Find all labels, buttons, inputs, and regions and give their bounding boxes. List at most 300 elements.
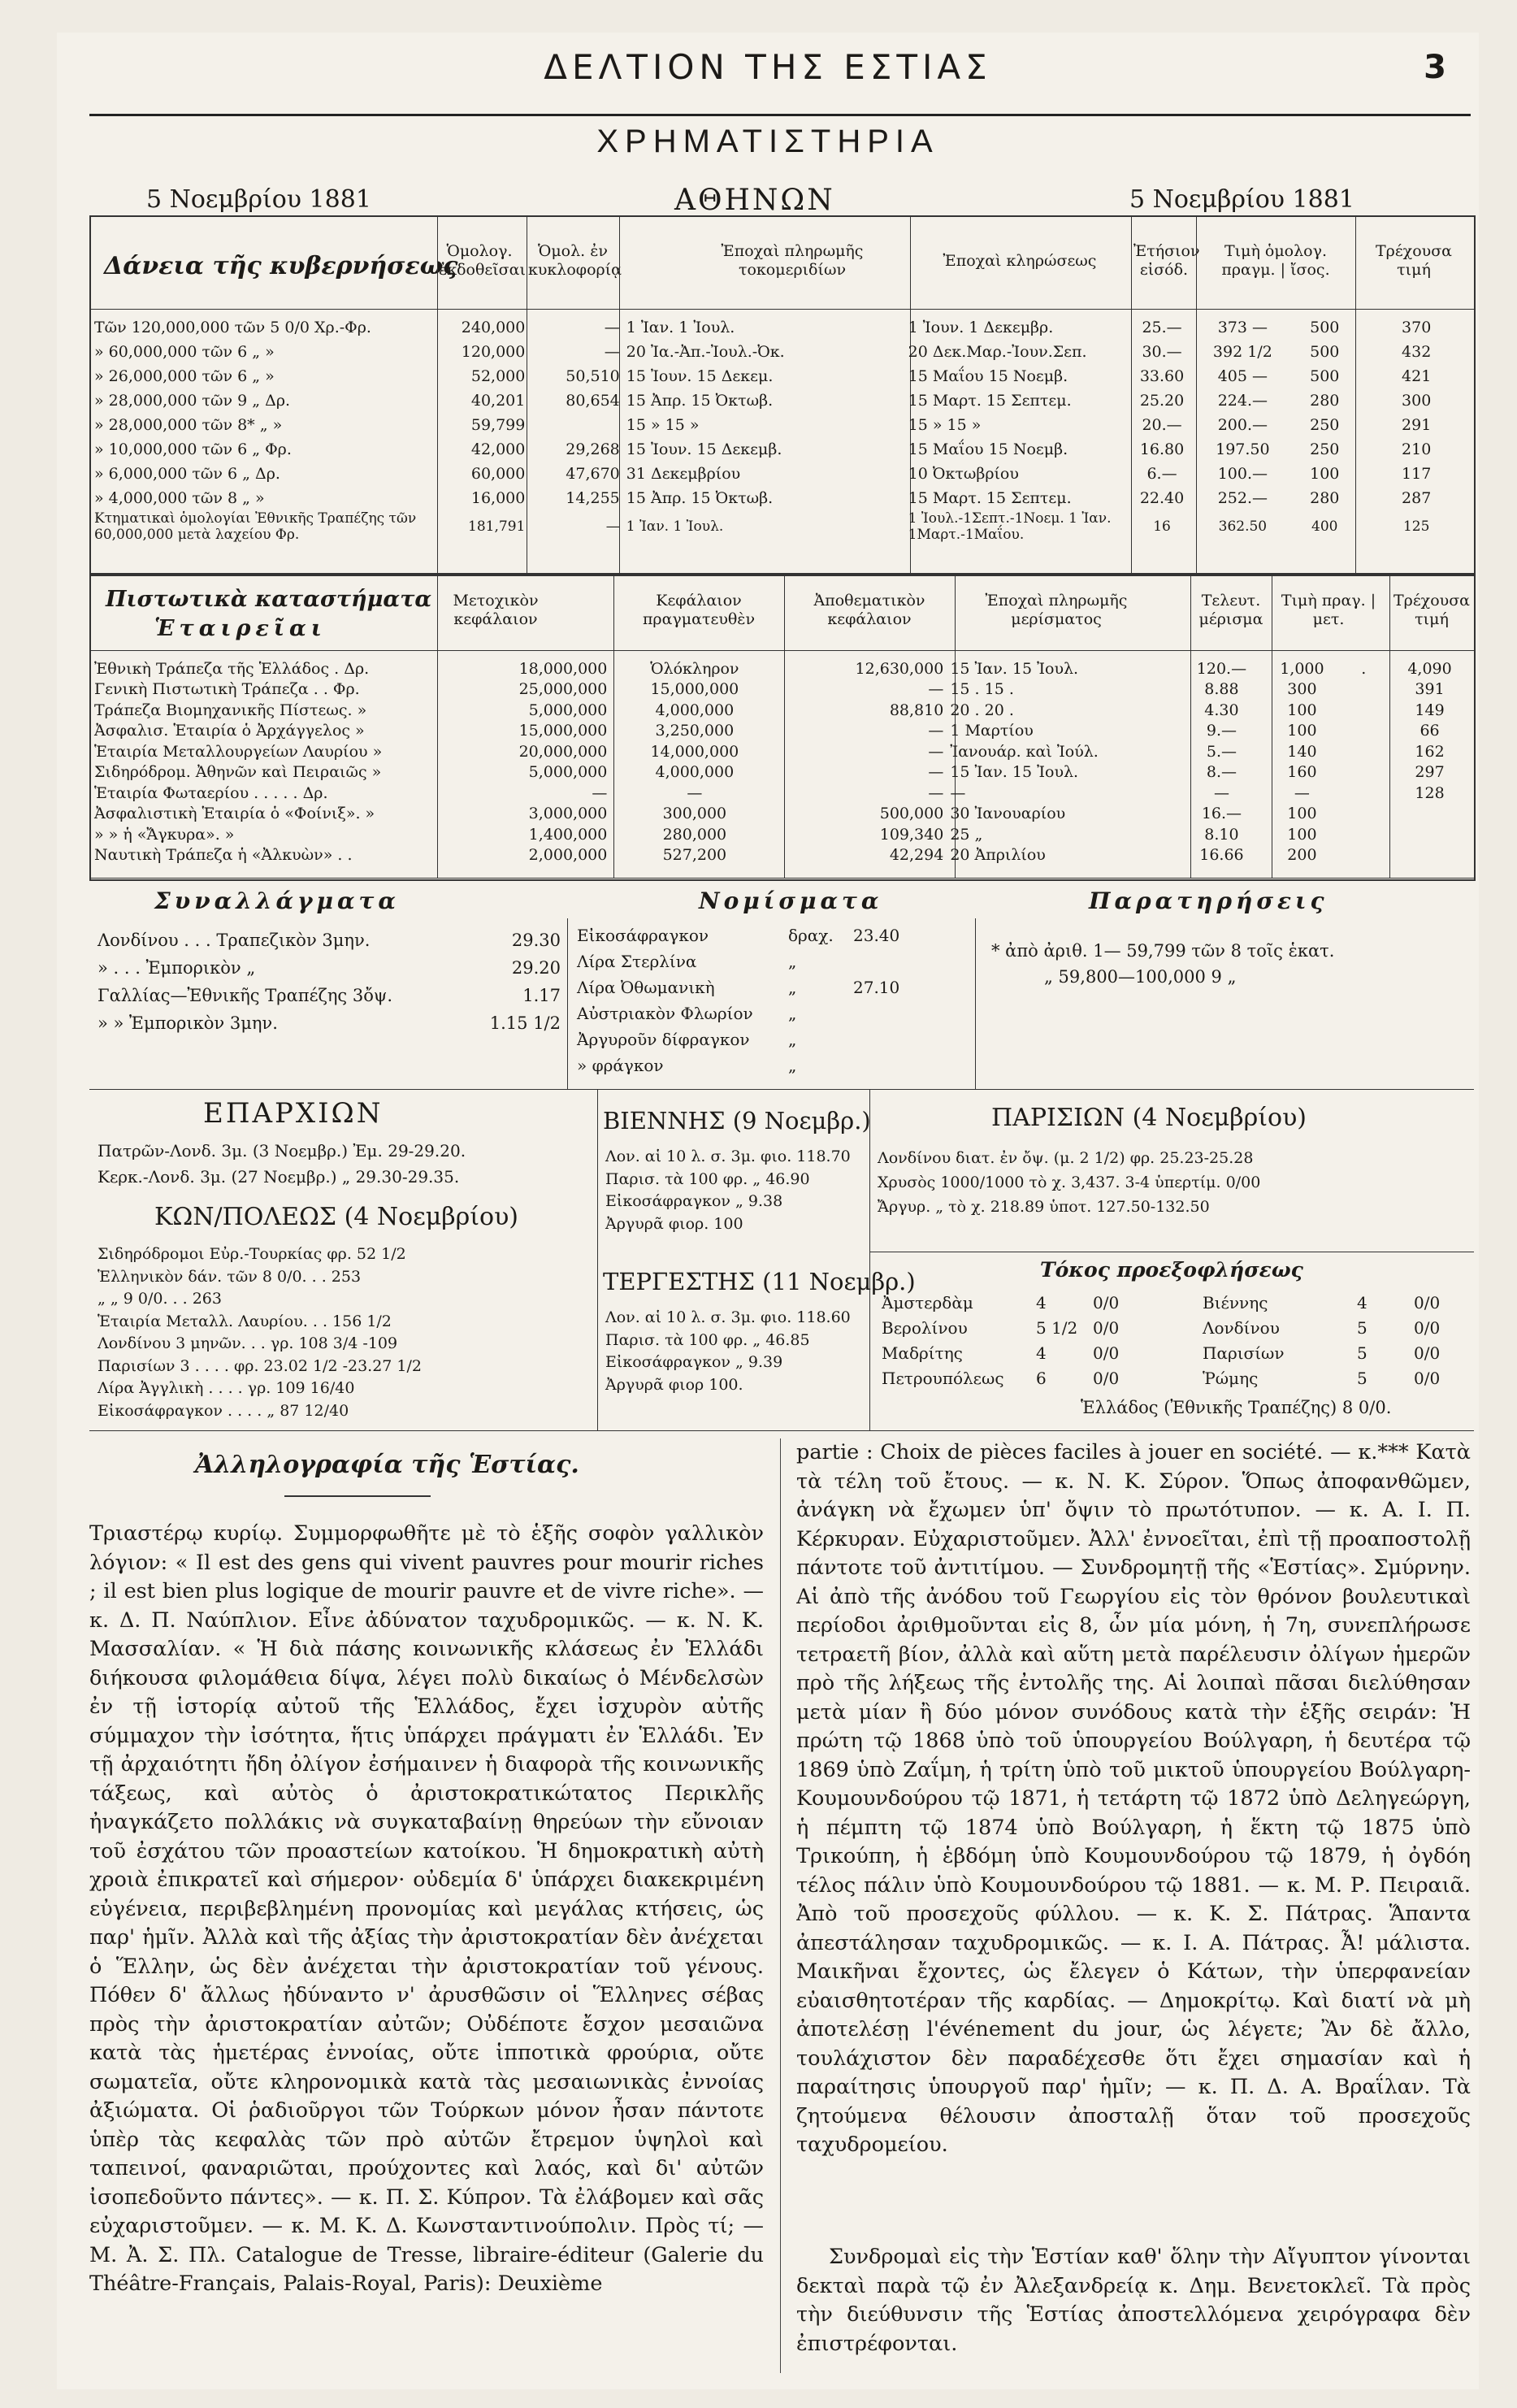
exchange-top-rule (89, 878, 1474, 879)
loans-cell: 16 (1153, 518, 1171, 536)
credit-cell: Ἀσφαλισ. Ἑταιρία ὁ Ἀρχάγγελος » (94, 722, 365, 740)
loans-cell: » 10,000,000 τῶν 6 „ Φρ. (94, 440, 292, 458)
credit-row (91, 721, 1472, 742)
vienna-title: ΒΙΕΝΝΗΣ (9 Νοεμβρ.) (603, 1107, 871, 1135)
credit-cell: — (1294, 783, 1310, 802)
provinces-row: Πατρῶν-Λονδ. 3μ. (3 Νοεμβρ.) Ἐμ. 29-29.20. (98, 1141, 466, 1161)
provinces-list (98, 1138, 585, 1190)
loans-cell: Τῶν 120,000,000 τῶν 5 0/0 Χρ.-Φρ. (94, 319, 371, 336)
credit-cell: Ἑταιρία Μεταλλουργείων Λαυρίου » (94, 742, 383, 761)
credit-cell: Ἰανουάρ. καὶ Ἰούλ. (950, 742, 1099, 761)
credit-cell: 4.30 (1204, 701, 1239, 719)
coin-name: Λίρα Στερλίνα (577, 952, 697, 971)
loans-cell: 1 Ἰουν. 1 Δεκεμβρ. (908, 319, 1054, 336)
column-rule (780, 1438, 781, 2373)
credit-subtitle: Ἑταιρεῖαι (154, 616, 327, 641)
credit-cell: Σιδηρόδρομ. Ἀθηνῶν καὶ Πειραιῶς » (94, 763, 382, 782)
loans-cell: 373 — (1217, 319, 1268, 336)
correspondence-right-column: partie : Choix de pièces faciles à jouer en société. — κ.*** Κατὰ τὰ τέλη τοῦ ἔτους. — κ. Ν. Κ. Σύρον. Ὅπως ἀποφανθῶμεν, ἀνάγκη νὰ ἔχωμεν ὑπ' ὄψιν τὸ πρωτότυπον. — κ. Α. Ι. Π. Κέρκυραν. Εὐχαριστοῦμεν. Ἀλλ' ἐννοεῖται, ἐπὶ τῇ προαποστολῇ πάντοτε τοῦ ἀντιτίμου. — Συνδρομητῇ τῆς «Ἑστίας». Σμύρνην. Αἱ ἀπὸ τῆς ἀνόδου τοῦ Γεωργίου εἰς τὸν θρόνον βουλευτικαὶ περίοδοι ἀριθμοῦνται εἰς 8, ὧν μία μόνη, ἡ 7η, συνεπλήρωσε τετραετῆ βίον, ἀλλὰ καὶ αὕτη μετὰ παρέλευσιν ὀλίγων ἡμερῶν πρὸ τῆς λήξεως τῆς ἐντολῆς της. Αἱ λοιπαὶ πᾶσαι διελύθησαν μετὰ μίαν ἢ δύο μόνον συνόδους κατὰ τὴν ἑξῆς σειράν: Ἡ πρώτη τῷ 1868 ὑπὸ τοῦ ὑπουργείου Βούλγαρη, ἡ δευτέρα τῷ 1869 ὑπὸ Ζαΐμη, ἡ τρίτη ὑπὸ τοῦ μικτοῦ ὑπουργείου Βούλγαρη-Κουμουνδούρου τῷ 1871, ἡ τετάρτη τῷ 1872 ὑπὸ Δεληγεώργη, ἡ πέμπτη τῷ 1874 ὑπὸ Βούλγαρη, ἡ ἕκτη τῷ 1875 ὑπὸ Τρικούπη, ἡ ἑβδόμη ὑπὸ Κουμουνδούρου τῷ 1879, ἡ ὀγδόη τέλος πάλιν ὑπὸ Κουμουνδούρου τῷ 1881. — κ. Μ. Ρ. Πειραιᾶ. Ἀπὸ τοῦ προσεχοῦς φύλλου. — κ. Κ. Σ. Πάτρας. Ἅπαντα ἀπεστάλησαν ταχυδρομικῶς. — κ. Ι. Α. Πάτρας. Ἆ! μάλιστα. Μαικῆναι ἔχοντες, ὡς ἔλεγεν ὁ Κάτων, τὴν ὑπερφανείαν εὐαισθητοτέραν τῆς καρδίας. — Δημοκρίτῳ. Καὶ διατί νὰ μὴ ἀποτελέσῃ l'événement du jour, ὡς λέγετε; Ἂν δὲ ἄλλο, τουλάχιστον δὲν παραδέχεσθε ὅτι ἔχει σημασίαν καὶ ἡ παραίτησις ὑπουργοῦ παρ' ἡμῖν; — κ. Π. Δ. Α. Βραΐλαν. Τὰ ζητούμενα θέλουσιν ἀποσταλῇ ὅταν τοῦ προσεχοῦς ταχυδρομείου. (796, 1440, 1471, 2157)
credit-row (91, 679, 1472, 701)
loans-cell: 1 Ἰουλ.-1Σεπτ.-1Νοεμ. 1 Ἰαν. 1Μαρτ.-1Μαΐου. (908, 510, 1112, 544)
credit-cell: 15,000,000 (518, 722, 608, 740)
credit-row (91, 783, 1472, 804)
exchange-title: Συναλλάγματα (154, 887, 400, 914)
loans-cell: 500 (1310, 367, 1340, 385)
credit-cell: 120.— (1196, 659, 1247, 678)
discount-rate: 5 (1357, 1369, 1367, 1388)
loans-cell: 25.— (1142, 319, 1182, 336)
loans-cell: » 60,000,000 τῶν 6 „ » (94, 343, 275, 361)
credit-cell: — (592, 783, 608, 802)
correspondence-title: Ἀλληλογραφία τῆς Ἑστίας. (195, 1451, 579, 1479)
credit-header-price: Τιμὴ πραγ. | μετ. (1281, 592, 1376, 628)
running-head (57, 47, 1479, 96)
loans-cell: 252.— (1217, 489, 1268, 507)
credit-cell: Ἐθνικὴ Τράπεζα τῆς Ἑλλάδος . Δρ. (94, 659, 370, 678)
credit-cell: 88,810 (889, 701, 944, 719)
exchange-rate: 1.15 1/2 (489, 1013, 561, 1033)
loans-cell: 280 (1310, 392, 1340, 410)
credit-cell: 200 (1287, 846, 1317, 865)
coin-row (577, 974, 967, 1000)
discount-row (882, 1291, 1174, 1316)
loans-row (91, 413, 1472, 437)
credit-row (91, 845, 1472, 866)
credit-cell: 5,000,000 (528, 701, 608, 719)
credit-cell: 9.— (1206, 722, 1237, 740)
loans-cell: 370 (1402, 319, 1432, 336)
title-ornament-rule (284, 1495, 431, 1497)
discount-rate: 5 (1357, 1343, 1367, 1363)
credit-cell (1340, 700, 1387, 721)
loans-cell: 120,000 (461, 343, 526, 361)
discount-unit: 0/0 (1093, 1343, 1120, 1363)
loans-row (91, 340, 1472, 364)
trieste-row: Λον. αἱ 10 λ. σ. 3μ. φιο. 118.60 (605, 1308, 851, 1326)
discount-city: Μαδρίτης (882, 1343, 963, 1363)
constantinople-row: Εἰκοσάφραγκον . . . . „ 87 12/40 (98, 1401, 349, 1420)
loans-cell: 15 Ἀπρ. 15 Ὀκτωβ. (626, 392, 774, 410)
notes-line-2: „ 59,800—100,000 9 „ (1044, 967, 1237, 987)
credit-cell: 20 . 20 . (950, 701, 1014, 719)
section-title: ΧΡΗΜΑΤΙΣΤΗΡΙΑ (596, 124, 939, 159)
discount-unit: 0/0 (1093, 1293, 1120, 1312)
loans-row (91, 315, 1472, 340)
vienna-row: Λον. αἱ 10 λ. σ. 3μ. φιο. 118.70 (605, 1148, 851, 1165)
credit-cell: 300 (1287, 680, 1317, 699)
loans-cell: 20.— (1142, 416, 1182, 434)
coin-name: Λίρα Ὀθωμανικὴ (577, 978, 715, 997)
credit-cell: 500,000 (879, 805, 944, 823)
credit-cell: Γενικὴ Πιστωτικὴ Τράπεζα . . Φρ. (94, 680, 360, 699)
loans-cell: 287 (1402, 489, 1432, 507)
credit-cell: 8.— (1206, 763, 1237, 782)
head-rule (89, 114, 1471, 116)
credit-cell: 4,000,000 (655, 701, 735, 719)
credit-cell: — (928, 722, 944, 740)
credit-cell: 66 (1419, 722, 1440, 740)
loans-cell: » 6,000,000 τῶν 6 „ Δρ. (94, 465, 280, 483)
credit-title: Πιστωτικὰ καταστήματα (106, 587, 432, 612)
coin-row (577, 1052, 967, 1078)
loans-cell: 15 Μαρτ. 15 Σεπτεμ. (908, 392, 1072, 410)
loans-cell: 15 » 15 » (908, 416, 982, 434)
credit-cell (1387, 845, 1472, 866)
credit-cell: — (687, 783, 703, 802)
discount-city: Παρισίων (1203, 1343, 1285, 1363)
coins-list (577, 922, 967, 1078)
vienna-row: Εἰκοσάφραγκον „ 9.38 (605, 1192, 783, 1210)
discount-title: Τόκος προεξοφλήσεως (1040, 1258, 1303, 1282)
exchange-row (98, 926, 561, 954)
discount-row (1203, 1341, 1463, 1366)
credit-cell (1387, 824, 1472, 845)
credit-cell: 300,000 (662, 805, 727, 823)
discount-row (882, 1316, 1174, 1341)
loans-cell: — (604, 319, 620, 336)
loans-cell: 100.— (1217, 465, 1268, 483)
loans-cell: 432 (1402, 343, 1432, 361)
credit-cell: 14,000,000 (650, 742, 739, 761)
discount-rate: 4 (1036, 1343, 1047, 1363)
exchange-row (98, 982, 561, 1009)
credit-cell: 100 (1287, 825, 1317, 844)
credit-cell (1340, 824, 1387, 845)
coin-unit: δραχ. (788, 926, 834, 945)
credit-cell: Ἀσφαλιστικὴ Ἑταιρία ὁ «Φοίνιξ». » (94, 805, 375, 823)
loans-row (91, 486, 1472, 510)
credit-cell: Ναυτικὴ Τράπεζα ἡ «Ἀλκυὼν» . . (94, 846, 353, 865)
credit-cell: 160 (1287, 763, 1317, 782)
credit-cell: 162 (1415, 742, 1445, 761)
credit-cell: 4,090 (1407, 659, 1452, 678)
discount-city: Βιέννης (1203, 1293, 1268, 1312)
vienna-row: Παρισ. τὰ 100 φρ. „ 46.90 (605, 1169, 810, 1188)
trieste-row: Εἰκοσάφραγκον „ 9.39 (605, 1353, 783, 1371)
credit-cell (1387, 804, 1472, 825)
notes-title: Παρατηρήσεις (1089, 887, 1328, 914)
loans-cell: 59,799 (470, 416, 526, 434)
exchange-label: » » Ἐμπορικὸν 3μην. (98, 1013, 278, 1033)
discount-city: Λονδίνου (1203, 1318, 1280, 1338)
credit-cell: 3,250,000 (655, 722, 735, 740)
loans-cell: 240,000 (461, 319, 526, 336)
credit-cell: 1 Μαρτίου (950, 722, 1034, 740)
discount-footer: Ἑλλάδος (Ἐθνικῆς Τραπέζης) 8 0/0. (1081, 1398, 1392, 1417)
loans-cell: 117 (1402, 465, 1432, 483)
credit-cell: 20,000,000 (518, 742, 608, 761)
paris-list (878, 1146, 1471, 1219)
exchange-rate: 29.20 (511, 958, 561, 978)
coin-row (577, 1026, 967, 1052)
notes-line-1: * ἀπὸ ἀριθ. 1— 59,799 τῶν 8 τοῖς ἑκατ. (991, 941, 1335, 961)
loans-cell: 15 Μαρτ. 15 Σεπτεμ. (908, 489, 1072, 507)
credit-cell: 30 Ἰανουαρίου (950, 805, 1066, 823)
loans-cell: 224.— (1217, 392, 1268, 410)
page-sheet (57, 33, 1479, 2389)
credit-header-capital: Μετοχικὸν κεφάλαιον (453, 592, 539, 628)
discount-rate: 5 (1357, 1318, 1367, 1338)
credit-cell: — (928, 763, 944, 782)
loans-cell: 42,000 (470, 440, 526, 458)
constantinople-row: Λίρα Ἀγγλικὴ . . . . γρ. 109 16/40 (98, 1379, 355, 1397)
loans-cell: » 26,000,000 τῶν 6 „ » (94, 367, 275, 385)
loans-cell: 250 (1310, 416, 1340, 434)
credit-cell: » » ἡ «Ἄγκυρα». » (94, 825, 235, 844)
loans-cell: 291 (1402, 416, 1432, 434)
loans-cell: 250 (1310, 440, 1340, 458)
coin-unit: „ (788, 952, 797, 971)
loans-cell: 52,000 (470, 367, 526, 385)
loans-row (91, 364, 1472, 388)
credit-cell: — (1213, 783, 1229, 802)
credit-cell (1340, 845, 1387, 866)
exchange-rate: 1.17 (522, 986, 561, 1005)
discount-rate: 5 1/2 (1036, 1318, 1078, 1338)
coins-col-rule (975, 918, 976, 1089)
credit-header-current: Τρέχουσα τιμή (1393, 592, 1470, 628)
credit-cell: — (928, 742, 944, 761)
credit-row (91, 658, 1472, 679)
credit-cell: 149 (1415, 701, 1445, 719)
discount-unit: 0/0 (1093, 1318, 1120, 1338)
credit-cell: — (928, 783, 944, 802)
loans-cell: 210 (1402, 440, 1432, 458)
credit-cell: 3,000,000 (528, 805, 608, 823)
credit-cell: 100 (1287, 722, 1317, 740)
loans-cell: 10 Ὀκτωβρίου (908, 465, 1019, 483)
coin-name: Εἰκοσάφραγκον (577, 926, 709, 945)
running-title: ΔΕΛΤΙΟΝ ΤΗΣ ΕΣΤΙΑΣ (544, 47, 992, 87)
loans-cell: 200.— (1217, 416, 1268, 434)
loans-cell: 80,654 (566, 392, 620, 410)
coin-row (577, 922, 967, 948)
coin-unit: „ (788, 1004, 797, 1023)
loans-cell: Κτηματικαὶ ὁμολογίαι Ἐθνικῆς Τραπέζης τῶν 60,000,000 μετὰ λαχείου Φρ. (94, 510, 417, 544)
credit-cell: 25 „ (950, 825, 983, 844)
loans-cell: 47,670 (566, 465, 620, 483)
loans-row (91, 437, 1472, 462)
discount-rate: 4 (1036, 1293, 1047, 1312)
athens-date-left: 5 Νοεμβρίου 1881 (146, 185, 371, 214)
loans-cell: 181,791 (468, 518, 526, 536)
coin-unit: „ (788, 1030, 797, 1049)
credit-row (91, 700, 1472, 721)
trieste-list (605, 1307, 851, 1396)
vienna-row: Ἀργυρᾶ φιορ. 100 (605, 1214, 743, 1233)
credit-cell: . (1361, 659, 1367, 678)
loans-cell: 60,000 (470, 465, 526, 483)
credit-header-reserve: Ἀποθεματικὸν κεφάλαιον (813, 592, 925, 628)
credit-cell: 100 (1287, 805, 1317, 823)
credit-header-dividend-dates: Ἐποχαὶ πληρωμῆς μερίσματος (985, 592, 1128, 628)
credit-cell: Ὁλόκληρον (650, 659, 739, 678)
loans-cell: 500 (1310, 343, 1340, 361)
credit-cell: 15 Ἰαν. 15 Ἰουλ. (950, 763, 1079, 782)
credit-cell: 128 (1415, 783, 1445, 802)
paris-title: ΠΑΡΙΣΙΩΝ (4 Νοεμβρίου) (991, 1104, 1307, 1132)
credit-cell: 8.88 (1204, 680, 1239, 699)
loans-cell: 1 Ἰαν. 1 Ἰουλ. (626, 319, 735, 336)
loans-cell: 500 (1310, 319, 1340, 336)
loans-cell: » 28,000,000 τῶν 9 „ Δρ. (94, 392, 291, 410)
credit-header-rule (89, 650, 1474, 651)
provinces-title: ΕΠΑΡΧΙΩΝ (203, 1097, 384, 1130)
credit-cell: 8.10 (1204, 825, 1239, 844)
discount-unit: 0/0 (1093, 1369, 1120, 1388)
exchange-row (98, 1009, 561, 1037)
loans-cell: 1 Ἰαν. 1 Ἰουλ. (626, 518, 724, 536)
discount-row (1203, 1366, 1463, 1391)
trieste-row: Ἀργυρᾶ φιορ 100. (605, 1375, 743, 1394)
loans-header-price: Τιμὴ ὁμολογ. πραγμ. | ἴσος. (1221, 242, 1330, 279)
credit-cell (1340, 762, 1387, 783)
credit-row (91, 824, 1472, 845)
loans-header-draws: Ἐποχαὶ κληρώσεως (943, 252, 1097, 270)
loans-cell: 22.40 (1139, 489, 1185, 507)
credit-cell: 391 (1415, 680, 1445, 699)
exchange-label: Λονδίνου . . . Τραπεζικὸν 3μην. (98, 931, 371, 950)
credit-row (91, 762, 1472, 783)
credit-header-paid: Κεφάλαιον πραγματευθὲν (642, 592, 756, 628)
discount-right-list (1203, 1291, 1463, 1391)
constantinople-row: Παρισίων 3 . . . . φρ. 23.02 1/2 -23.27 1/2 (98, 1356, 422, 1375)
loans-cell: 6.— (1146, 465, 1177, 483)
credit-cell: 18,000,000 (518, 659, 608, 678)
credit-row (91, 741, 1472, 762)
credit-cell: 140 (1287, 742, 1317, 761)
credit-cell: 2,000,000 (528, 846, 608, 865)
discount-city: Ἀμστερδὰμ (882, 1293, 973, 1312)
subscriptions-note: Συνδρομαὶ εἰς τὴν Ἑστίαν καθ' ὅλην τὴν Αἴγυπτον γίνονται δεκταὶ παρὰ τῷ ἐν Ἀλεξανδρείᾳ κ. Δημ. Βενετοκλεῖ. Τὰ πρὸς τὴν διεύθυνσιν τῆς Ἑστίας ἀποστελλόμενα χειρόγραφα δὲν ἐπιστρέφονται. (796, 2245, 1471, 2356)
coins-title: Νομίσματα (699, 887, 883, 914)
loans-cell: 40,201 (470, 392, 526, 410)
coin-value: 23.40 (853, 926, 900, 945)
loans-cell: 14,255 (566, 489, 620, 507)
exchange-label: Γαλλίας—Ἐθνικῆς Τραπέζης 3ὄψ. (98, 986, 393, 1005)
constantinople-row: Λονδίνου 3 μηνῶν. . . γρ. 108 3/4 -109 (98, 1334, 398, 1352)
loans-cell: 100 (1310, 465, 1340, 483)
constantinople-row: Σιδηρόδρομοι Εὐρ.-Τουρκίας φρ. 52 1/2 (98, 1245, 406, 1263)
markets-col-rule (597, 1089, 598, 1430)
loans-cell (528, 413, 622, 437)
loans-header-rule (89, 309, 1474, 310)
correspondence-left-column: Τριαστέρῳ κυρίῳ. Συμμορφωθῆτε μὲ τὸ ἑξῆς σοφὸν γαλλικὸν λόγιον: « Il est des gens qui vivent pauvres pour mourir riches ; il est bien plus logique de mourir pauvre et de vivre riche». — κ. Δ. Π. Ναύπλιον. Εἶνε ἀδύνατον ταχυδρομικῶς. — κ. Ν. Κ. Μασσαλίαν. « Ἡ διὰ πάσης κοινωνικῆς κλάσεως ἐν Ἑλλάδι διήκουσα φιλομάθεια δίψα, λέγει πολὺ δικαίως ὁ Μένδελσὼν ἐν τῇ ἱστορίᾳ αὐτοῦ τῆς Ἑλλάδος, ἔχει ἰσχυρὸν αὐτῆς σύμμαχον τὴν ἰσότητα, ἥτις ὑπάρχει πράγματι ἐν Ἑλλάδι. Ἐν τῇ ἀρχαιότητι ἤδη ὀλίγον ἐσήμαινεν ἡ διαφορὰ τῆς κοινωνικῆς τάξεως, καὶ αὐτὸς ὁ ἀριστοκρατικώτατος Περικλῆς ἠναγκάζετο πολλάκις νὰ συγκαταβαίνῃ θηρεύων τὴν εὔνοιαν τοῦ ἐσχάτου τῶν προαστείων κατοίκου. Ἡ δημοκρατικὴ αὐτὴ χροιὰ ἐπικρατεῖ καὶ σήμερον· οὐδεμία δ' ὑπάρχει διακεκριμένη εὐγένεια, περιβεβλημένη προνομίας καὶ μεγάλας κτήσεις, ὡς παρ' ἡμῖν. Ἀλλὰ καὶ τῆς ἀξίας τὴν ἀριστοκρατίαν δὲν ἀνέχεται ὁ Ἕλλην, ὡς δὲν ἀνέχεται τὴν ἀριστοκρατίαν τοῦ γένους. Πόθεν δ' ἄλλως ἠδύναντο ν' ἀρυσθῶσιν οἱ Ἕλληνες σέβας πρὸς τὴν ἀριστοκρατίαν αὐτῶν; Οὐδέποτε ἔσχον μεσαιῶνα κατὰ τὰς ἡμετέρας ἐννοίας, οὔτε ἱπποτικὰ φρούρια, οὔτε σωματεῖα, οὔτε κληρονομικὰ κατὰ τὰς μεσαιωνικὰς ἐννοίας ἀξιώματα. Οἱ ῥαδιοῦργοι τῶν Τούρκων μόνον ἦσαν πάντοτε ὑπὲρ τὰς κεφαλὰς τῶν πρὸ αὐτῶν ἔτρεμον ὑψηλοὶ καὶ ταπεινοί, φαναριῶται, προύχοντες καὶ λαός, καὶ δι' αὐτῶν ἰσοπεδοῦντο πάντες». — κ. Π. Σ. Κύπρον. Τὰ ἐλάβομεν καὶ σᾶς εὐχαριστοῦμεν. — κ. Μ. Κ. Δ. Κωνσταντινούπολιν. Πρὸς τί; — Μ. Ἀ. Σ. Πλ. Catalogue de Tresse, libraire-éditeur (Galerie du Théâtre-Français, Palais-Royal, Paris): Deuxième (89, 1521, 764, 2296)
credit-cell: 4,000,000 (655, 763, 735, 782)
discount-row (882, 1341, 1174, 1366)
loans-cell: 300 (1402, 392, 1432, 410)
credit-cell: 16.— (1201, 805, 1242, 823)
loans-row (91, 388, 1472, 413)
credit-cell: Τράπεζα Βιομηχανικῆς Πίστεως. » (94, 701, 367, 719)
loans-cell: 30.— (1142, 343, 1182, 361)
loans-cell: 280 (1310, 489, 1340, 507)
credit-cell: 280,000 (662, 825, 727, 844)
discount-row (882, 1366, 1174, 1391)
credit-cell: 20 Ἀπριλίου (950, 846, 1046, 865)
loans-title: Δάνεια τῆς κυβερνήσεως (104, 252, 458, 280)
credit-cell: 16.66 (1199, 846, 1244, 865)
credit-cell: 42,294 (889, 846, 944, 865)
loans-cell: 31 Δεκεμβρίου (626, 465, 741, 483)
discount-rate: 4 (1357, 1293, 1367, 1312)
discount-unit: 0/0 (1414, 1343, 1441, 1363)
credit-cell: 15 Ἰαν. 15 Ἰουλ. (950, 659, 1079, 678)
exchange-row (98, 954, 561, 982)
credit-table (91, 658, 1472, 866)
loans-cell: » 4,000,000 τῶν 8 „ » (94, 489, 265, 507)
discount-unit: 0/0 (1414, 1318, 1441, 1338)
loans-header-coupons: Ἐποχαὶ πληρωμῆς τοκομεριδίων (721, 242, 864, 279)
credit-cell: Ἑταιρία Φωταερίου . . . . . Δρ. (94, 783, 328, 802)
paris-row: Λονδίνου διατ. ἐν ὄψ. (μ. 2 1/2) φρ. 25.23-25.28 (878, 1149, 1254, 1167)
loans-header-current: Τρέχουσα τιμή (1376, 242, 1452, 279)
loans-cell: 15 Μαΐου 15 Νοεμβ. (908, 440, 1068, 458)
loans-cell: 197.50 (1216, 440, 1270, 458)
loans-cell: 15 Ἰουν. 15 Δεκεμ. (626, 367, 774, 385)
loans-cell: 362.50 (1218, 518, 1268, 536)
loans-row (91, 462, 1472, 486)
credit-cell: 109,340 (879, 825, 944, 844)
loans-cell: 421 (1402, 367, 1432, 385)
constantinople-row: „ „ 9 0/0. . . 263 (98, 1290, 222, 1308)
loans-row (91, 510, 1472, 544)
discount-unit: 0/0 (1414, 1293, 1441, 1312)
credit-cell: 1,000 (1280, 659, 1324, 678)
loans-table (91, 315, 1472, 544)
credit-cell: 297 (1415, 763, 1445, 782)
loans-cell: — (605, 518, 620, 536)
constantinople-list (98, 1243, 569, 1422)
credit-row (91, 804, 1472, 825)
exchange-rate: 29.30 (511, 931, 561, 950)
trieste-row: Παρισ. τὰ 100 φρ. „ 46.85 (605, 1330, 810, 1349)
loans-cell: 33.60 (1139, 367, 1185, 385)
paris-row: Ἄργυρ. „ τὸ χ. 218.89 ὑποτ. 127.50-132.50 (878, 1198, 1210, 1216)
discount-left-list (882, 1291, 1174, 1391)
exchange-col-rule (567, 918, 568, 1089)
credit-cell (1340, 783, 1387, 804)
page-number: 3 (1424, 49, 1446, 86)
credit-cell: — (950, 783, 966, 802)
loans-cell: 405 — (1217, 367, 1268, 385)
credit-cell: 5.— (1206, 742, 1237, 761)
discount-city: Πετρουπόλεως (882, 1369, 1004, 1388)
correspondence-top-rule (89, 1430, 1474, 1431)
loans-cell: 400 (1311, 518, 1338, 536)
loans-cell: 20 Δεκ.Μαρ.-Ἰουν.Σεπ. (908, 343, 1087, 361)
discount-rate: 6 (1036, 1369, 1047, 1388)
credit-cell: 12,630,000 (855, 659, 944, 678)
loans-cell: 29,268 (566, 440, 620, 458)
credit-cell: 25,000,000 (518, 680, 608, 699)
loans-cell: — (604, 343, 620, 361)
loans-header-circulating: Ὁμολ. ἐν κυκλοφορίᾳ (528, 242, 622, 279)
markets-top-rule (89, 1089, 1474, 1090)
loans-cell: 15 » 15 » (626, 416, 700, 434)
discount-unit: 0/0 (1414, 1369, 1441, 1388)
coin-unit: „ (788, 1056, 797, 1075)
credit-cell: 527,200 (662, 846, 727, 865)
discount-row (1203, 1316, 1463, 1341)
loans-cell: 25.20 (1139, 392, 1185, 410)
constantinople-title: ΚΩΝ/ΠΟΛΕΩΣ (4 Νοεμβρίου) (154, 1203, 519, 1231)
loans-header-income: Ἐτήσιον εἰσόδ. (1133, 242, 1200, 279)
loans-cell: 15 Ἀπρ. 15 Ὀκτωβ. (626, 489, 774, 507)
coin-row (577, 1000, 967, 1026)
loans-cell: 16,000 (470, 489, 526, 507)
discount-city: Ῥώμης (1203, 1369, 1259, 1388)
